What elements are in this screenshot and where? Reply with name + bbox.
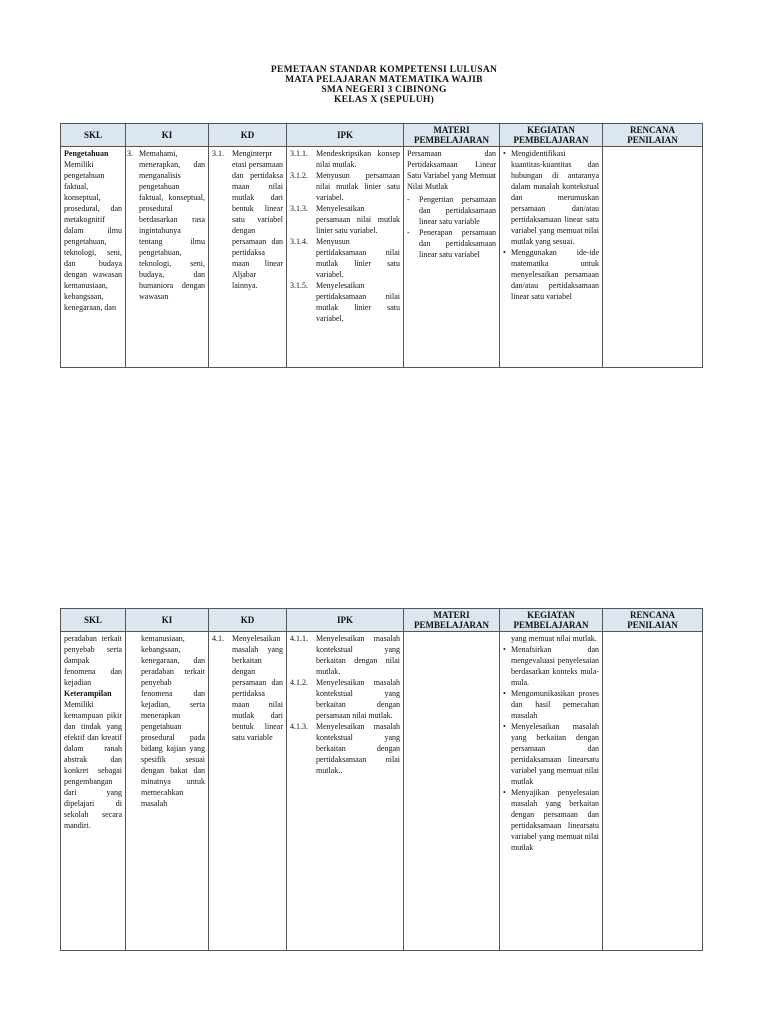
ipk-number: 4.1.1. (290, 634, 308, 643)
kegiatan-item: Menyelesaikan masalah yang berkaitan dengan persamaan dan pertidaksamaan linearsatu variabel yang memuat nilai mutlak (511, 722, 599, 786)
ipk-number: 3.1.3. (290, 204, 308, 213)
list-item (290, 170, 400, 203)
skl-text-continued: peradaban terkait penyebab serta dampak fenomena dan kejadian (64, 634, 122, 687)
kd-number: 4.1. (212, 634, 224, 643)
ki-text: kemanusiaan, kebangsaan, kenegaraan, dan peradaban terkait penyebab fenomena dan kejadian, serta menerapkan pengetahuan prosedural pada bidang kajian yang spesifik sesuai dengan bakat dan minatnya untuk memecahkan masalah (141, 634, 205, 808)
table-header-row (61, 609, 703, 632)
list-item (290, 633, 400, 677)
list-item (290, 203, 400, 236)
list-item (407, 227, 496, 260)
bullet-icon: • (503, 645, 506, 654)
header-skl: SKL (61, 609, 126, 632)
ipk-number: 4.1.3. (290, 722, 308, 731)
kd-number: 3.1. (212, 149, 224, 158)
kegiatan-item: Menafsirkan dan mengevaluasi penyelesaian berdasarkan konteks mula-mula. (511, 645, 599, 687)
ipk-number: 3.1.2. (290, 171, 308, 180)
table-header-row (61, 124, 703, 147)
ipk-cell (287, 147, 404, 368)
bullet-icon: • (503, 788, 506, 797)
ipk-text: Menyusun pertidaksamaan nilai mutlak linier satu variabel. (316, 237, 400, 279)
header-kd: KD (209, 609, 287, 632)
kegiatan-item: Mengomunikasikan proses dan hasil pemecahan masalah (511, 689, 599, 720)
skl-cell (61, 632, 126, 951)
header-ipk: IPK (287, 124, 404, 147)
list-item (503, 688, 599, 721)
table-row (61, 147, 703, 368)
list-item (290, 721, 400, 776)
bullet-icon: • (503, 722, 506, 731)
ipk-text: Menyelesaikan masalah kontekstual yang berkaitan dengan pertidaksamaan nilai mutlak.. (316, 722, 400, 775)
title-line-1: PEMETAAN STANDAR KOMPETENSI LULUSAN (270, 65, 498, 75)
kegiatan-item: Mengidentifikasi kuantitas-kuantitas dan hubungan di antaranya dalam masalah kontekstual dan merumuskan persamaan dan/atau pertidaksamaan linear satu variabel yang memuat nilai mutlak yang sesuai. (511, 149, 599, 246)
mapping-table-page-2 (60, 608, 703, 951)
title-line-4: KELAS X (SEPULUH) (333, 95, 435, 105)
skl-text: Memiliki kemampuan pikir dan tindak yang efektif dan kreatif dalam ranah abstrak dan konkret sebagai pengembangan dari yang dipelajari di sekolah secara mandiri. (64, 700, 122, 830)
list-item (503, 721, 599, 787)
header-kegiatan: KEGIATAN PEMBELAJARAN (500, 609, 603, 632)
list-item (290, 236, 400, 280)
header-rencana: RENCANA PENILAIAN (603, 124, 703, 147)
kd-cell (209, 632, 287, 951)
list-item (290, 148, 400, 170)
ipk-number: 4.1.2. (290, 678, 308, 687)
list-item (290, 677, 400, 721)
ki-cell (126, 147, 209, 368)
rencana-cell (603, 632, 703, 951)
ki-number: 3. (127, 149, 133, 158)
dash-bullet: - (407, 228, 410, 237)
header-kd: KD (209, 124, 287, 147)
dash-bullet: - (407, 195, 410, 204)
skl-text: Memiliki pengetahuan faktual, konseptual, prosedural, dan metakognitif dalam ilmu pengetahuan, teknologi, seni, dan budaya dengan wawasan kemanusiaan, kebangsaan, kenegaraan, dan (64, 160, 122, 312)
mapping-table-page-1 (60, 123, 703, 368)
bullet-icon: • (503, 149, 506, 158)
ipk-text: Menyelesaikan masalah kontekstual yang berkaitan dengan nilai mutlak. (316, 634, 400, 676)
list-item (503, 644, 599, 688)
ipk-text: Menyelesaikan persamaan nilai mutlak linier satu variabel. (316, 204, 400, 235)
kegiatan-item: Menggunakan ide-ide matematika untuk menyelesaikan persamaan dan/atau pertidaksamaan linear satu variabel (511, 248, 599, 301)
ipk-number: 3.1.4. (290, 237, 308, 246)
list-item (503, 247, 599, 302)
header-ki: KI (126, 609, 209, 632)
ipk-number: 3.1.5. (290, 281, 308, 290)
ki-text: Memahami, menerapkan, dan menganalisis pengetahuan faktual, konseptual, prosedural berdasarkan rasa ingintahunya tentang ilmu pengetahuan, teknologi, seni, budaya, dan humaniora dengan wawasan (139, 149, 205, 301)
list-item (503, 148, 599, 247)
header-ki: KI (126, 124, 209, 147)
skl-heading: Keterampilan (64, 689, 112, 698)
ipk-text: Menyusun persamaan nilai mutlak linier satu variabel. (316, 171, 400, 202)
ipk-number: 3.1.1. (290, 149, 308, 158)
header-ipk: IPK (287, 609, 404, 632)
ipk-cell (287, 632, 404, 951)
kegiatan-cell (500, 147, 603, 368)
title-line-2: MATA PELAJARAN MATEMATIKA WAJIB (285, 75, 483, 85)
materi-item: Penerapan persamaan dan pertidaksamaan linear satu variabel (419, 228, 496, 259)
bullet-icon: • (503, 689, 506, 698)
list-item (503, 787, 599, 853)
skl-heading: Pengetahuan (64, 149, 109, 158)
materi-cell (404, 632, 500, 951)
table-row (61, 632, 703, 951)
ipk-text: Mendeskripsikan konsep nilai mutlak. (316, 149, 400, 169)
ipk-text: Menyelesaikan masalah kontekstual yang berkaitan dengan persamaan nilai mutlak. (316, 678, 400, 720)
kegiatan-continued: yang memuat nilai mutlak. (511, 634, 597, 643)
header-skl: SKL (61, 124, 126, 147)
kd-cell (209, 147, 287, 368)
materi-cell (404, 147, 500, 368)
list-item (290, 280, 400, 324)
header-materi: MATERI PEMBELAJARAN (404, 124, 500, 147)
ki-cell (126, 632, 209, 951)
materi-intro: Persamaan dan Pertidaksamaan Linear Satu Variabel yang Memuat Nilai Mutlak (407, 149, 496, 191)
kd-text: Menyelesaikan masalah yang berkaitan dengan persamaan dan pertidaksa maan nilai mutlak dari bentuk linear satu variable (232, 634, 283, 742)
skl-cell (61, 147, 126, 368)
header-materi: MATERI PEMBELAJARAN (404, 609, 500, 632)
list-item (407, 194, 496, 227)
ipk-text: Menyelesaikan pertidaksamaan nilai mutlak linier satu variabel. (316, 281, 400, 323)
kd-text: Menginterpr etasi persamaan dan pertidaksa maan nilai mutlak dari bentuk linear satu variabel dengan persamaan dan pertidaksa maan linear Aljabar lainnya. (232, 149, 283, 290)
title-line-3: SMA NEGERI 3 CIBINONG (321, 85, 447, 95)
rencana-cell (603, 147, 703, 368)
document-title (0, 65, 768, 105)
kegiatan-item: Menyajikan penyelesaian masalah yang berkaitan dengan persamaan dan pertidaksamaan linearsatu variabel yang memuat nilai mutlak (511, 788, 599, 852)
kegiatan-cell (500, 632, 603, 951)
header-rencana: RENCANA PENILAIAN (603, 609, 703, 632)
header-kegiatan: KEGIATAN PEMBELAJARAN (500, 124, 603, 147)
bullet-icon: • (503, 248, 506, 257)
materi-item: Pengertian persamaan dan pertidaksamaan linear satu variable (419, 195, 496, 226)
